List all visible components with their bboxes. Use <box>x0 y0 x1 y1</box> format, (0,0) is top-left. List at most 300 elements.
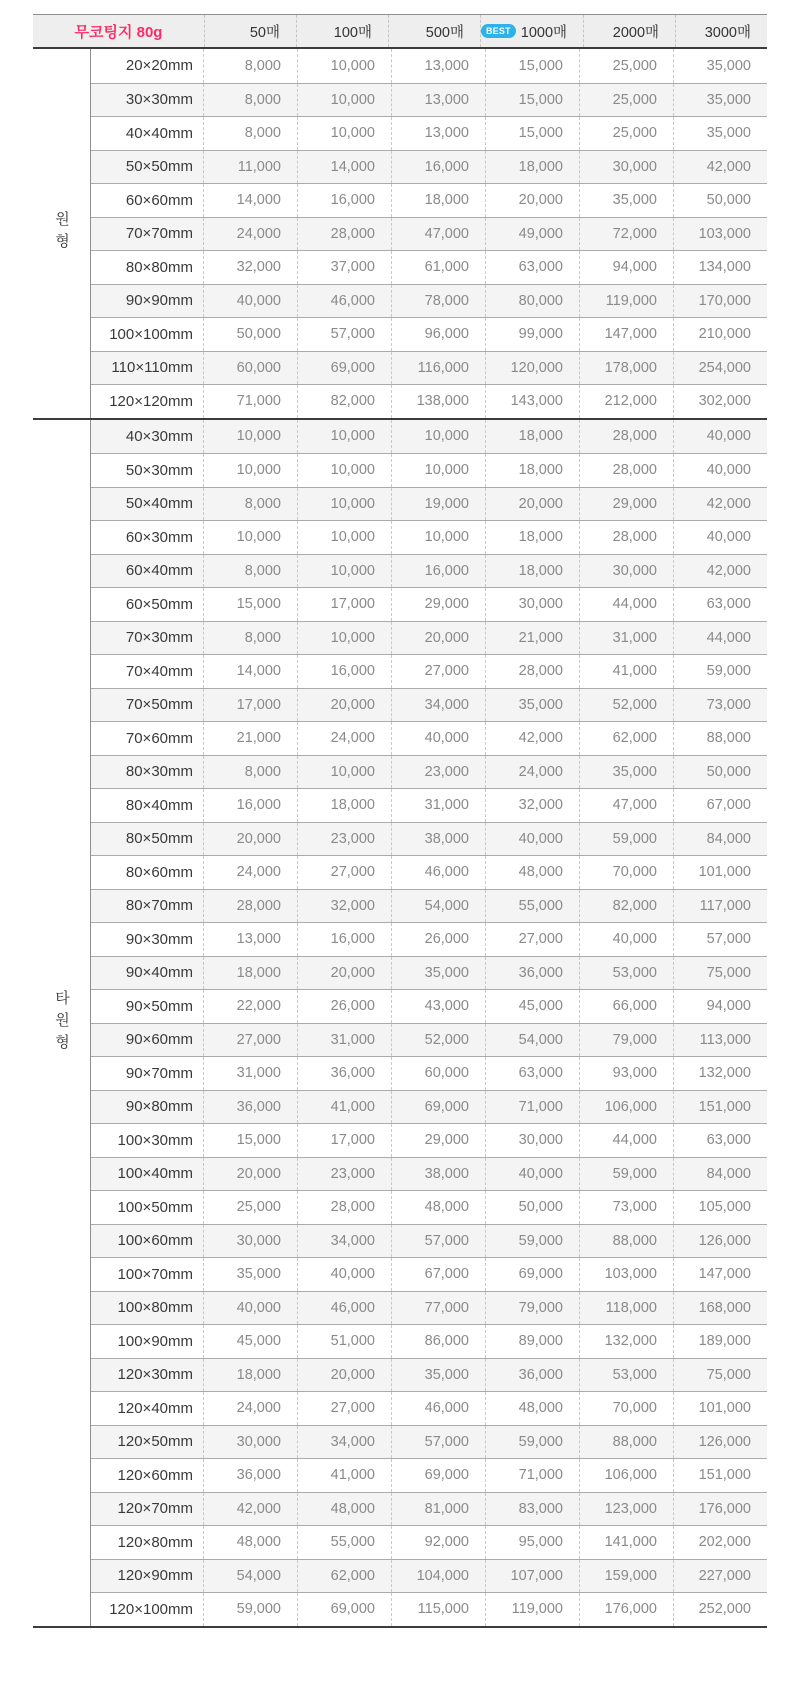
price-cell: 41,000 <box>297 1091 391 1124</box>
table-row <box>91 1492 767 1526</box>
price-cell: 8,000 <box>203 49 297 83</box>
price-cell: 69,000 <box>297 1593 391 1626</box>
price-cell: 15,000 <box>203 1124 297 1157</box>
price-cell: 10,000 <box>297 488 391 521</box>
price-cell: 55,000 <box>297 1526 391 1559</box>
price-cell: 168,000 <box>673 1292 767 1325</box>
price-cell: 8,000 <box>203 756 297 789</box>
table-row <box>91 1592 767 1626</box>
price-cell: 24,000 <box>203 1392 297 1425</box>
price-cell: 106,000 <box>579 1459 673 1492</box>
price-cell: 59,000 <box>485 1426 579 1459</box>
price-cell: 88,000 <box>673 722 767 755</box>
price-cell: 28,000 <box>579 420 673 454</box>
qty-column-header <box>675 15 767 47</box>
size-cell: 80×60mm <box>125 863 193 881</box>
price-cell: 25,000 <box>579 84 673 117</box>
price-cell: 40,000 <box>673 420 767 454</box>
price-cell: 25,000 <box>579 49 673 83</box>
group-label: 타원형 <box>33 420 91 1626</box>
table-row <box>91 49 767 83</box>
price-cell: 59,000 <box>203 1593 297 1626</box>
size-cell: 60×60mm <box>125 191 193 209</box>
price-cell: 17,000 <box>203 689 297 722</box>
price-cell: 67,000 <box>673 789 767 822</box>
size-cell: 100×30mm <box>117 1131 193 1149</box>
price-cell: 50,000 <box>673 756 767 789</box>
price-cell: 101,000 <box>673 1392 767 1425</box>
table-row <box>91 1391 767 1425</box>
table-row <box>91 317 767 351</box>
price-cell: 8,000 <box>203 117 297 150</box>
size-cell: 40×30mm <box>125 427 193 445</box>
price-cell: 22,000 <box>203 990 297 1023</box>
price-cell: 32,000 <box>203 251 297 284</box>
price-cell: 113,000 <box>673 1024 767 1057</box>
price-cell: 73,000 <box>579 1191 673 1224</box>
price-cell: 62,000 <box>297 1560 391 1593</box>
table-row <box>91 688 767 722</box>
price-cell: 28,000 <box>203 890 297 923</box>
price-cell: 27,000 <box>391 655 485 688</box>
table-row <box>91 889 767 923</box>
price-cell: 59,000 <box>579 1158 673 1191</box>
group-label: 원형 <box>33 49 91 418</box>
size-cell: 100×60mm <box>117 1232 193 1250</box>
paper-type-label: 무코팅지 80g <box>74 23 163 41</box>
table-row <box>91 788 767 822</box>
price-cell: 27,000 <box>203 1024 297 1057</box>
price-cell: 47,000 <box>579 789 673 822</box>
price-cell: 52,000 <box>391 1024 485 1057</box>
table-row <box>91 1023 767 1057</box>
table-row <box>91 855 767 889</box>
table-row <box>91 284 767 318</box>
price-cell: 50,000 <box>673 184 767 217</box>
price-cell: 212,000 <box>579 385 673 418</box>
price-cell: 18,000 <box>485 555 579 588</box>
price-cell: 10,000 <box>297 117 391 150</box>
size-cell: 70×60mm <box>125 729 193 747</box>
table-row <box>91 1190 767 1224</box>
price-cell: 18,000 <box>485 454 579 487</box>
price-cell: 46,000 <box>391 1392 485 1425</box>
price-cell: 119,000 <box>485 1593 579 1626</box>
price-cell: 15,000 <box>485 117 579 150</box>
price-cell: 227,000 <box>673 1560 767 1593</box>
price-cell: 13,000 <box>391 84 485 117</box>
price-cell: 28,000 <box>297 218 391 251</box>
price-cell: 151,000 <box>673 1091 767 1124</box>
price-cell: 20,000 <box>297 957 391 990</box>
price-cell: 30,000 <box>579 555 673 588</box>
price-cell: 35,000 <box>579 184 673 217</box>
price-cell: 32,000 <box>485 789 579 822</box>
size-cell: 30×30mm <box>125 91 193 109</box>
price-cell: 50,000 <box>485 1191 579 1224</box>
table-row <box>91 755 767 789</box>
size-cell: 90×30mm <box>125 930 193 948</box>
price-cell: 80,000 <box>485 285 579 318</box>
price-cell: 57,000 <box>673 923 767 956</box>
price-cell: 23,000 <box>297 823 391 856</box>
price-cell: 59,000 <box>673 655 767 688</box>
price-cell: 10,000 <box>391 521 485 554</box>
price-cell: 49,000 <box>485 218 579 251</box>
size-cell: 70×40mm <box>125 662 193 680</box>
size-cell: 70×70mm <box>125 225 193 243</box>
price-cell: 20,000 <box>391 622 485 655</box>
price-cell: 40,000 <box>673 521 767 554</box>
price-cell: 10,000 <box>203 521 297 554</box>
price-cell: 54,000 <box>485 1024 579 1057</box>
price-cell: 79,000 <box>579 1024 673 1057</box>
price-cell: 28,000 <box>485 655 579 688</box>
price-cell: 60,000 <box>203 352 297 385</box>
price-cell: 27,000 <box>485 923 579 956</box>
price-cell: 126,000 <box>673 1426 767 1459</box>
price-cell: 60,000 <box>391 1057 485 1090</box>
price-cell: 19,000 <box>391 488 485 521</box>
price-cell: 42,000 <box>673 151 767 184</box>
price-cell: 30,000 <box>485 1124 579 1157</box>
price-cell: 202,000 <box>673 1526 767 1559</box>
price-cell: 59,000 <box>579 823 673 856</box>
qty-label: 100매 <box>333 24 372 41</box>
price-cell: 43,000 <box>391 990 485 1023</box>
price-cell: 48,000 <box>485 856 579 889</box>
price-cell: 8,000 <box>203 622 297 655</box>
price-cell: 35,000 <box>673 84 767 117</box>
price-cell: 36,000 <box>203 1459 297 1492</box>
shape-group <box>33 49 767 418</box>
price-cell: 30,000 <box>579 151 673 184</box>
size-cell: 120×50mm <box>117 1433 193 1451</box>
table-row <box>91 1224 767 1258</box>
price-cell: 40,000 <box>673 454 767 487</box>
price-cell: 119,000 <box>579 285 673 318</box>
price-cell: 16,000 <box>297 184 391 217</box>
table-row <box>91 721 767 755</box>
price-cell: 44,000 <box>579 588 673 621</box>
price-cell: 83,000 <box>485 1493 579 1526</box>
price-cell: 138,000 <box>391 385 485 418</box>
price-cell: 120,000 <box>485 352 579 385</box>
price-cell: 48,000 <box>203 1526 297 1559</box>
qty-column-header <box>388 15 480 47</box>
table-row <box>91 83 767 117</box>
table-row <box>91 183 767 217</box>
table-row <box>91 956 767 990</box>
price-cell: 16,000 <box>203 789 297 822</box>
price-cell: 30,000 <box>203 1225 297 1258</box>
price-cell: 45,000 <box>203 1325 297 1358</box>
price-cell: 141,000 <box>579 1526 673 1559</box>
price-cell: 20,000 <box>485 488 579 521</box>
table-row <box>91 1525 767 1559</box>
price-cell: 73,000 <box>673 689 767 722</box>
price-cell: 67,000 <box>391 1258 485 1291</box>
price-cell: 28,000 <box>579 454 673 487</box>
price-cell: 82,000 <box>297 385 391 418</box>
price-cell: 63,000 <box>485 1057 579 1090</box>
price-cell: 8,000 <box>203 84 297 117</box>
table-row <box>91 1090 767 1124</box>
size-cell: 100×80mm <box>117 1299 193 1317</box>
table-row <box>91 384 767 418</box>
table-row <box>91 1324 767 1358</box>
price-cell: 35,000 <box>391 957 485 990</box>
price-cell: 151,000 <box>673 1459 767 1492</box>
size-cell: 80×40mm <box>125 796 193 814</box>
price-cell: 40,000 <box>485 823 579 856</box>
price-cell: 147,000 <box>673 1258 767 1291</box>
size-cell: 90×80mm <box>125 1098 193 1116</box>
price-table <box>33 14 767 1628</box>
price-cell: 88,000 <box>579 1426 673 1459</box>
price-cell: 105,000 <box>673 1191 767 1224</box>
size-cell: 90×60mm <box>125 1031 193 1049</box>
price-cell: 52,000 <box>579 689 673 722</box>
size-cell: 80×30mm <box>125 763 193 781</box>
price-cell: 118,000 <box>579 1292 673 1325</box>
size-cell: 70×50mm <box>125 696 193 714</box>
price-cell: 34,000 <box>297 1225 391 1258</box>
price-cell: 48,000 <box>485 1392 579 1425</box>
price-cell: 210,000 <box>673 318 767 351</box>
price-cell: 10,000 <box>297 756 391 789</box>
size-cell: 110×110mm <box>111 359 193 377</box>
price-cell: 13,000 <box>203 923 297 956</box>
price-cell: 35,000 <box>673 49 767 83</box>
price-cell: 103,000 <box>673 218 767 251</box>
price-cell: 10,000 <box>297 622 391 655</box>
price-cell: 36,000 <box>485 957 579 990</box>
table-row <box>91 1291 767 1325</box>
price-cell: 96,000 <box>391 318 485 351</box>
size-cell: 50×50mm <box>125 158 193 176</box>
size-cell: 50×30mm <box>125 461 193 479</box>
price-cell: 57,000 <box>391 1225 485 1258</box>
price-cell: 170,000 <box>673 285 767 318</box>
qty-label: 500매 <box>425 24 464 41</box>
table-row <box>91 1358 767 1392</box>
price-cell: 36,000 <box>203 1091 297 1124</box>
price-cell: 116,000 <box>391 352 485 385</box>
shape-group <box>33 418 767 1626</box>
price-cell: 147,000 <box>579 318 673 351</box>
price-cell: 115,000 <box>391 1593 485 1626</box>
price-cell: 63,000 <box>673 588 767 621</box>
price-cell: 57,000 <box>391 1426 485 1459</box>
table-row <box>91 989 767 1023</box>
price-cell: 176,000 <box>579 1593 673 1626</box>
price-cell: 36,000 <box>485 1359 579 1392</box>
size-cell: 100×90mm <box>117 1332 193 1350</box>
price-cell: 26,000 <box>297 990 391 1023</box>
price-cell: 41,000 <box>579 655 673 688</box>
price-cell: 47,000 <box>391 218 485 251</box>
price-cell: 71,000 <box>485 1091 579 1124</box>
qty-label: 2000매 <box>612 24 660 41</box>
price-cell: 30,000 <box>203 1426 297 1459</box>
price-cell: 254,000 <box>673 352 767 385</box>
price-cell: 61,000 <box>391 251 485 284</box>
best-badge: BEST <box>481 24 516 38</box>
price-cell: 27,000 <box>297 1392 391 1425</box>
price-cell: 101,000 <box>673 856 767 889</box>
price-cell: 29,000 <box>579 488 673 521</box>
price-cell: 42,000 <box>485 722 579 755</box>
price-cell: 66,000 <box>579 990 673 1023</box>
size-cell: 120×40mm <box>117 1399 193 1417</box>
price-cell: 16,000 <box>391 151 485 184</box>
price-cell: 35,000 <box>485 689 579 722</box>
price-cell: 18,000 <box>485 151 579 184</box>
price-cell: 46,000 <box>391 856 485 889</box>
price-cell: 28,000 <box>297 1191 391 1224</box>
price-cell: 10,000 <box>297 454 391 487</box>
price-cell: 26,000 <box>391 923 485 956</box>
price-cell: 31,000 <box>203 1057 297 1090</box>
price-cell: 17,000 <box>297 588 391 621</box>
table-row <box>91 1458 767 1492</box>
price-cell: 20,000 <box>203 1158 297 1191</box>
price-cell: 189,000 <box>673 1325 767 1358</box>
price-cell: 79,000 <box>485 1292 579 1325</box>
price-cell: 40,000 <box>203 1292 297 1325</box>
qty-column-header <box>204 15 296 47</box>
price-cell: 57,000 <box>297 318 391 351</box>
price-cell: 78,000 <box>391 285 485 318</box>
price-cell: 48,000 <box>297 1493 391 1526</box>
price-cell: 31,000 <box>391 789 485 822</box>
table-row <box>91 351 767 385</box>
price-cell: 69,000 <box>391 1459 485 1492</box>
table-row <box>91 217 767 251</box>
price-cell: 46,000 <box>297 1292 391 1325</box>
price-cell: 16,000 <box>297 655 391 688</box>
price-cell: 126,000 <box>673 1225 767 1258</box>
size-cell: 80×80mm <box>125 258 193 276</box>
price-cell: 302,000 <box>673 385 767 418</box>
price-cell: 34,000 <box>391 689 485 722</box>
price-cell: 23,000 <box>297 1158 391 1191</box>
price-cell: 51,000 <box>297 1325 391 1358</box>
price-cell: 75,000 <box>673 1359 767 1392</box>
price-cell: 10,000 <box>297 84 391 117</box>
price-cell: 75,000 <box>673 957 767 990</box>
price-cell: 10,000 <box>297 49 391 83</box>
qty-column-header <box>296 15 388 47</box>
table-row <box>91 1257 767 1291</box>
price-cell: 59,000 <box>485 1225 579 1258</box>
price-cell: 38,000 <box>391 823 485 856</box>
table-row <box>91 487 767 521</box>
price-cell: 70,000 <box>579 1392 673 1425</box>
size-cell: 120×80mm <box>117 1533 193 1551</box>
price-cell: 18,000 <box>297 789 391 822</box>
price-cell: 32,000 <box>297 890 391 923</box>
size-cell: 60×50mm <box>125 595 193 613</box>
price-cell: 42,000 <box>673 555 767 588</box>
price-cell: 132,000 <box>579 1325 673 1358</box>
qty-label: 1000매 <box>520 24 568 41</box>
price-cell: 13,000 <box>391 117 485 150</box>
price-cell: 143,000 <box>485 385 579 418</box>
price-cell: 42,000 <box>203 1493 297 1526</box>
price-cell: 104,000 <box>391 1560 485 1593</box>
price-cell: 27,000 <box>297 856 391 889</box>
price-cell: 10,000 <box>297 555 391 588</box>
size-cell: 90×70mm <box>125 1064 193 1082</box>
size-cell: 120×90mm <box>117 1567 193 1585</box>
price-cell: 69,000 <box>391 1091 485 1124</box>
price-cell: 8,000 <box>203 488 297 521</box>
table-row <box>91 1123 767 1157</box>
size-cell: 100×40mm <box>117 1165 193 1183</box>
table-row <box>91 822 767 856</box>
price-cell: 134,000 <box>673 251 767 284</box>
table-row <box>91 621 767 655</box>
price-cell: 16,000 <box>297 923 391 956</box>
price-cell: 40,000 <box>203 285 297 318</box>
qty-column-header <box>583 15 675 47</box>
price-cell: 84,000 <box>673 1158 767 1191</box>
size-cell: 120×120mm <box>109 392 193 410</box>
price-cell: 70,000 <box>579 856 673 889</box>
price-cell: 45,000 <box>485 990 579 1023</box>
price-cell: 71,000 <box>203 385 297 418</box>
size-cell: 100×70mm <box>117 1265 193 1283</box>
price-cell: 44,000 <box>673 622 767 655</box>
price-cell: 20,000 <box>485 184 579 217</box>
size-cell: 100×50mm <box>117 1198 193 1216</box>
size-cell: 50×40mm <box>125 495 193 513</box>
price-cell: 95,000 <box>485 1526 579 1559</box>
price-cell: 25,000 <box>203 1191 297 1224</box>
size-cell: 120×30mm <box>117 1366 193 1384</box>
price-cell: 35,000 <box>391 1359 485 1392</box>
qty-label: 50매 <box>249 24 280 41</box>
price-cell: 40,000 <box>579 923 673 956</box>
price-cell: 35,000 <box>579 756 673 789</box>
price-cell: 15,000 <box>485 84 579 117</box>
price-cell: 123,000 <box>579 1493 673 1526</box>
price-cell: 34,000 <box>297 1426 391 1459</box>
table-row <box>91 520 767 554</box>
price-cell: 35,000 <box>203 1258 297 1291</box>
price-cell: 15,000 <box>485 49 579 83</box>
price-cell: 24,000 <box>203 218 297 251</box>
table-row <box>91 250 767 284</box>
price-cell: 55,000 <box>485 890 579 923</box>
size-cell: 90×50mm <box>125 997 193 1015</box>
price-cell: 20,000 <box>297 1359 391 1392</box>
table-row <box>91 453 767 487</box>
price-cell: 93,000 <box>579 1057 673 1090</box>
table-row <box>91 654 767 688</box>
price-cell: 42,000 <box>673 488 767 521</box>
price-cell: 103,000 <box>579 1258 673 1291</box>
size-cell: 120×60mm <box>117 1466 193 1484</box>
price-cell: 178,000 <box>579 352 673 385</box>
price-cell: 252,000 <box>673 1593 767 1626</box>
price-cell: 13,000 <box>391 49 485 83</box>
table-row <box>91 1056 767 1090</box>
price-cell: 62,000 <box>579 722 673 755</box>
price-cell: 18,000 <box>485 420 579 454</box>
